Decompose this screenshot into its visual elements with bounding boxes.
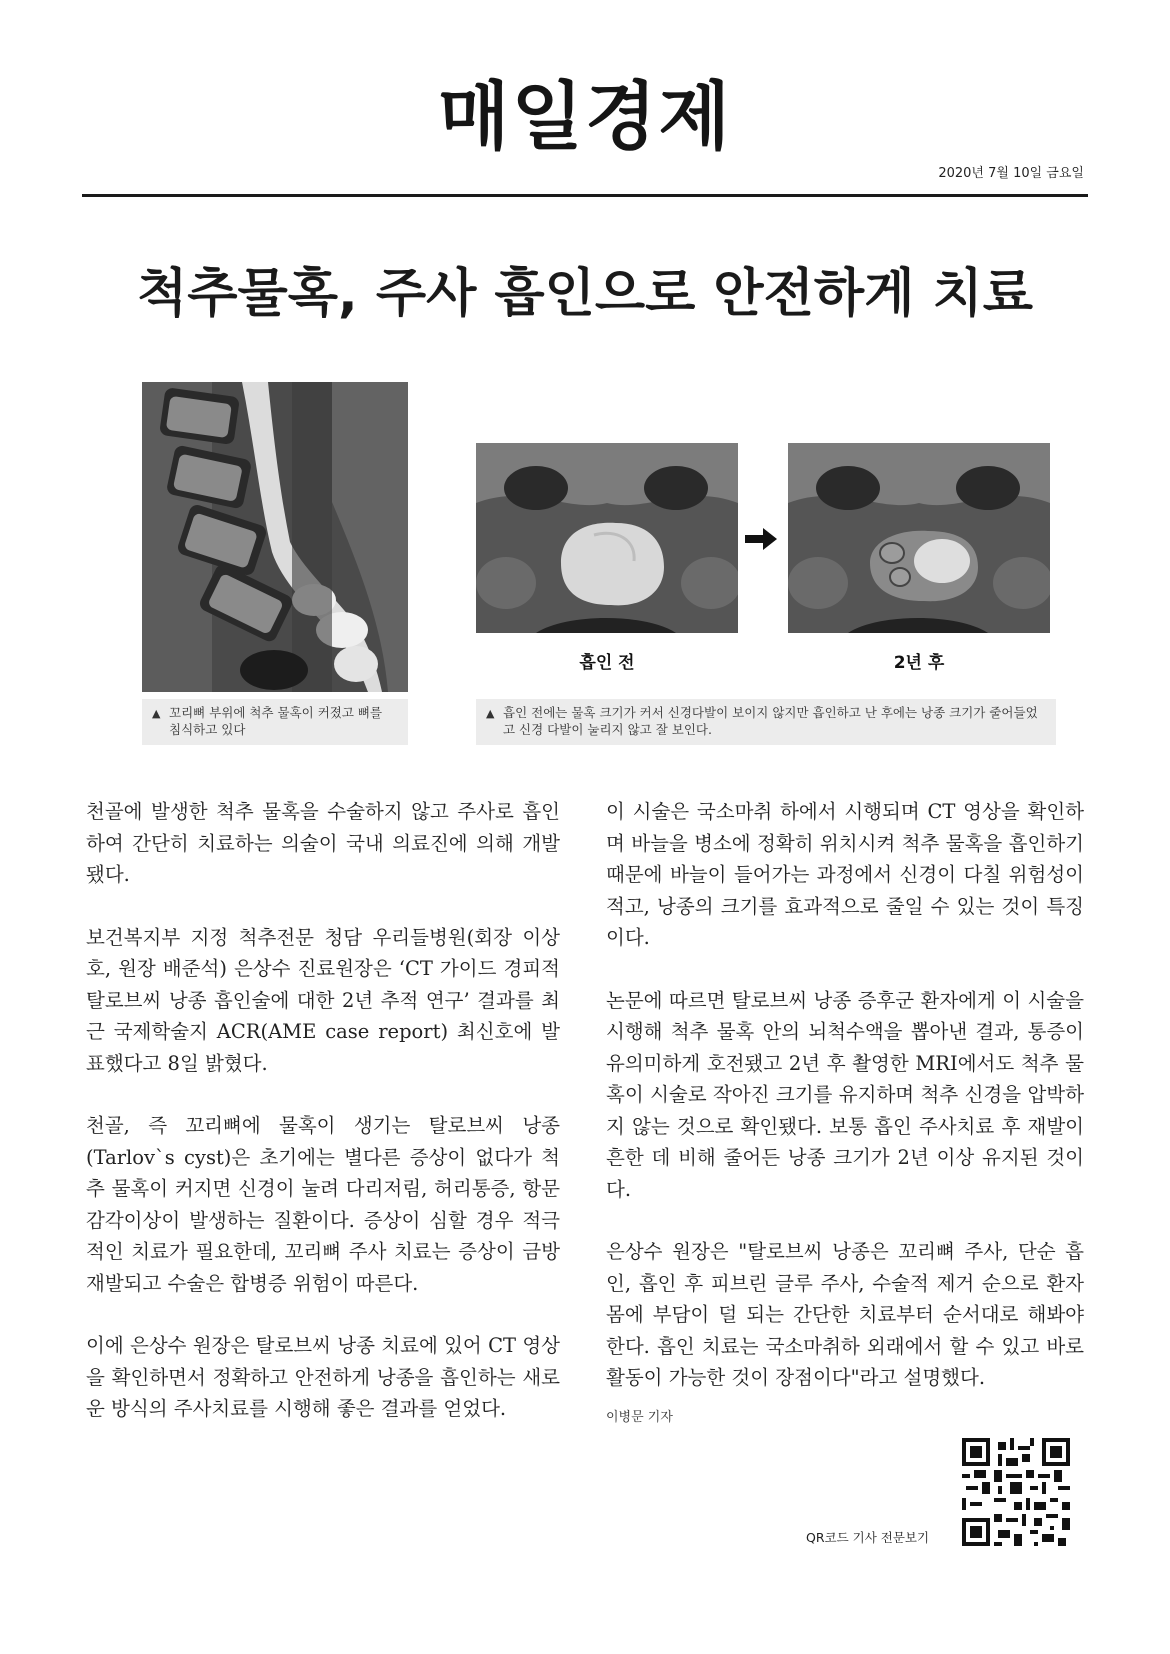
caption-right-text: 흡인 전에는 물혹 크기가 커서 신경다발이 보이지 않지만 흡인하고 난 후에는 낭종 크기가 줄어들었고 신경 다발이 눌리지 않고 잘 보인다. xyxy=(503,705,1038,737)
article-paragraph: 천골, 즉 꼬리뼈에 물혹이 생기는 탈로브씨 낭종(Tarlov`s cyst)은 초기에는 별다른 증상이 없다가 척추 물혹이 커지면 신경이 눌려 다리저림, 허리통증, 항문 감각이상이 발생하는 질환이다. 증상이 심할 경우 적극적인 치료가 필요한데, 꼬리뼈 주사 치료는 증상이 금방 재발되고 수술은 합병증 위험이 따른다. xyxy=(86,1114,560,1295)
qr-code-label: QR코드 기사 전문보기 xyxy=(806,1530,930,1545)
article-paragraph: 천골에 발생한 척추 물혹을 수술하지 않고 주사로 흡인하여 간단히 치료하는 의술이 국내 의료진에 의해 개발됐다. xyxy=(86,800,560,886)
article-paragraph: 논문에 따르면 탈로브씨 낭종 증후군 환자에게 이 시술을 시행해 척추 물혹 안의 뇌척수액을 뽑아낸 결과, 통증이 유의미하게 호전됐고 2년 후 촬영한 MRI에서도 척추 물혹이 시술로 작아진 크기를 유지하며 척추 신경을 압박하지 않는 것으로 확인됐다. 보통 흡인 주사치료 후 재발이 흔한 데 비해 줄어든 낭종 크기가 2년 이상 유지된 것이다. xyxy=(606,988,1084,1201)
qr-code[interactable] xyxy=(962,1438,1070,1546)
caption-left-text: 꼬리뼈 부위에 척추 물혹이 커졌고 뼈를 침식하고 있다 xyxy=(169,705,383,737)
article-paragraph: 이에 은상수 원장은 탈로브씨 낭종 치료에 있어 CT 영상을 확인하면서 정확하고 안전하게 낭종을 흡인하는 새로운 방식의 주사치료를 시행해 좋은 결과를 얻었다. xyxy=(86,1334,560,1420)
caption-triangle-icon: ▲ xyxy=(152,707,161,720)
reporter-byline: 이병문 기자 xyxy=(606,1409,673,1425)
before-image-label: 흡인 전 xyxy=(579,653,635,673)
caption-triangle-icon: ▲ xyxy=(486,707,495,720)
issue-date: 2020년 7월 10일 금요일 xyxy=(938,166,1084,181)
article-headline: 척추물혹, 주사 흡인으로 안전하게 치료 xyxy=(137,264,1033,324)
caption-right xyxy=(476,699,1056,745)
sagittal-mri-image xyxy=(142,382,408,692)
axial-mri-before-image xyxy=(476,443,738,633)
axial-mri-after-image xyxy=(788,443,1050,633)
arrow-right-icon xyxy=(745,528,777,554)
after-image-label: 2년 후 xyxy=(893,653,945,673)
article-column-right xyxy=(606,796,1084,1433)
article-paragraph: 보건복지부 지정 척추전문 청담 우리들병원(회장 이상호, 원장 배준석) 은상수 진료원장은 ‘CT 가이드 경피적 탈로브씨 낭종 흡인술에 대한 2년 추적 연구’ 결과를 최근 국제학술지 ACR(AME case report) 최신호에 발표했다고 8일 밝혔다. xyxy=(86,925,560,1075)
article-paragraph: 은상수 원장은 "탈로브씨 낭종은 꼬리뼈 주사, 단순 흡인, 흡인 후 피브린 글루 주사, 수술적 제거 순으로 환자 몸에 부담이 덜 되는 간단한 치료부터 순서대로 해봐야 한다. 흡인 치료는 국소마취하 외래에서 할 수 있고 바로 활동이 가능한 것이 장점이다"라고 설명했다. xyxy=(606,1240,1084,1389)
article-column-left xyxy=(86,796,560,1456)
caption-left xyxy=(142,699,408,745)
newspaper-masthead: 매일경제 xyxy=(438,74,732,160)
masthead-rule xyxy=(82,194,1088,197)
article-paragraph: 이 시술은 국소마취 하에서 시행되며 CT 영상을 확인하며 바늘을 병소에 정확히 위치시켜 척추 물혹을 흡인하기 때문에 바늘이 들어가는 과정에서 신경이 다칠 위험성이 적고, 낭종의 크기를 효과적으로 줄일 수 있는 것이 특징이다. xyxy=(606,800,1084,949)
